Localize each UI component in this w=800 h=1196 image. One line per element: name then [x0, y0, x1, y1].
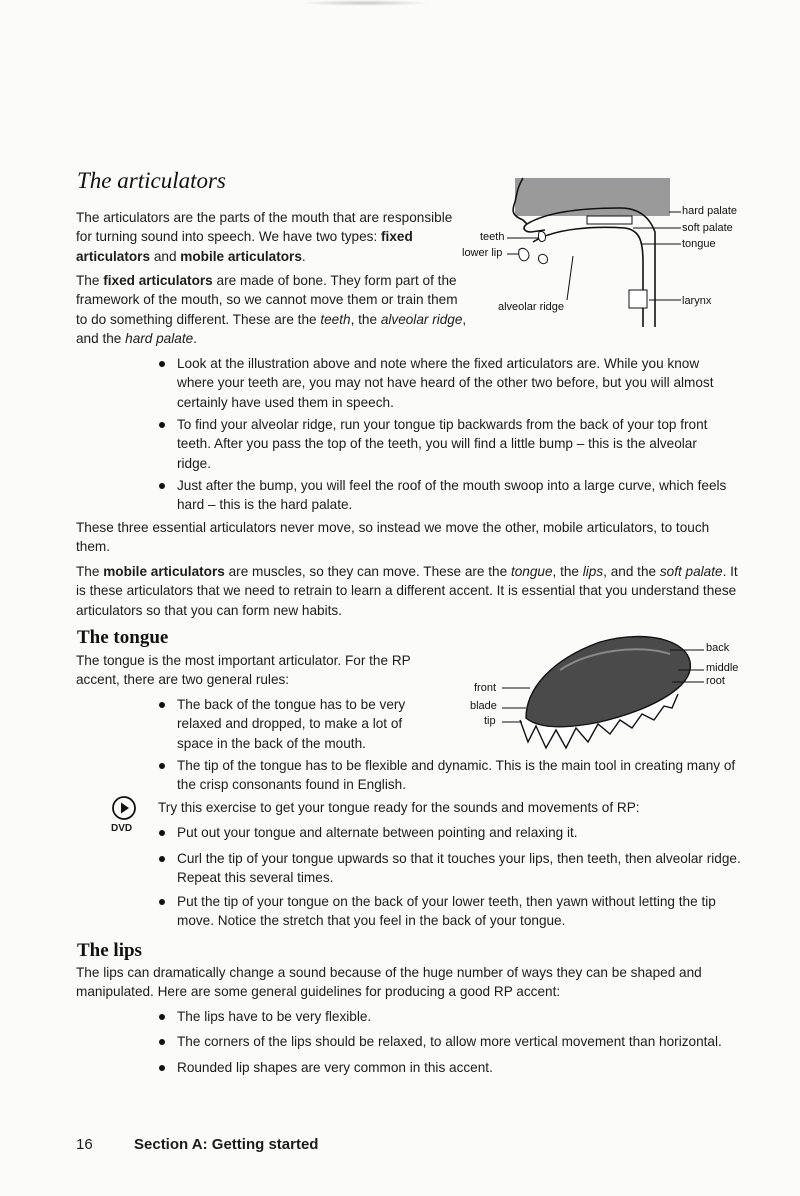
dvd-play-icon[interactable] — [111, 795, 137, 821]
label-blade: blade — [470, 700, 497, 712]
label-alveolar-ridge: alveolar ridge — [498, 301, 565, 313]
tongue-diagram — [500, 630, 710, 760]
heading-tongue: The tongue — [77, 627, 169, 648]
lips-bullet-3: Rounded lip shapes are very common in this accent. — [177, 1060, 493, 1075]
lower-teeth-shape — [539, 254, 548, 263]
label-front: front — [474, 682, 497, 694]
label-soft-palate: soft palate — [682, 222, 733, 234]
soft-palate-shape — [587, 216, 632, 224]
label-tip: tip — [484, 715, 496, 727]
tongue-intro: The tongue is the most important articulator. For the RP accent, there are two general rules: — [76, 653, 411, 688]
paragraph-three-articulators: These three essential articulators never move, so instead we move the other, mobile articulators, to touch them. — [76, 520, 710, 555]
bullet-dot — [159, 361, 165, 367]
lips-bullet-2: The corners of the lips should be relaxed, to allow more vertical movement than horizontal. — [177, 1034, 722, 1049]
intro-paragraph-2: The fixed articulators are made of bone. They form part of the framework of the mouth, so we cannot move them or train them to do something different. These are the teeth, the alveolar ridge, and the hard palate. — [76, 273, 467, 346]
bullet-dot — [159, 763, 165, 769]
alveolar-ridge-leader — [567, 256, 573, 300]
lower-lip-shape — [519, 248, 529, 260]
label-larynx: larynx — [682, 295, 712, 307]
larynx-shape — [629, 290, 647, 308]
bullet-dot — [159, 1039, 165, 1045]
label-tongue: tongue — [682, 238, 716, 250]
bullet-dot — [159, 1014, 165, 1020]
bullet-dot — [159, 483, 165, 489]
label-root: root — [706, 675, 725, 687]
bullet-dot — [159, 856, 165, 862]
head-shading — [515, 178, 670, 216]
fixed-bullet-3: Just after the bump, you will feel the roof of the mouth swoop into a large curve, which feels hard – this is the hard palate. — [177, 478, 727, 513]
page-number: 16 — [76, 1136, 93, 1153]
exercise-bullet-2: Curl the tip of your tongue upwards so that it touches your lips, then teeth, then alveolar ridge. Repeat this several times. — [177, 851, 741, 886]
dvd-label: DVD — [111, 823, 133, 834]
label-back: back — [706, 642, 730, 654]
exercise-bullet-1: Put out your tongue and alternate between pointing and relaxing it. — [177, 825, 578, 840]
section-footer: Section A: Getting started — [134, 1136, 319, 1153]
upper-teeth-shape — [538, 231, 545, 241]
exercise-intro: Try this exercise to get your tongue ready for the sounds and movements of RP: — [158, 800, 640, 815]
bullet-dot — [159, 830, 165, 836]
tongue-bullet-1: The back of the tongue has to be very relaxed and dropped, to make a lot of space in the back of the mouth. — [177, 697, 406, 751]
exercise-bullet-3: Put the tip of your tongue on the back of your lower teeth, then yawn without letting the tip move. Notice the stretch that you feel in the back of your tongue. — [177, 894, 716, 929]
bullet-dot — [159, 899, 165, 905]
lips-bullet-1: The lips have to be very flexible. — [177, 1009, 372, 1024]
bullet-dot — [159, 702, 165, 708]
bullet-dot — [159, 422, 165, 428]
label-lower-lip: lower lip — [462, 247, 503, 259]
label-middle: middle — [706, 662, 739, 674]
paragraph-mobile-articulators: The mobile articulators are muscles, so they can move. These are the tongue, the lips, and the soft palate. It is these articulators that we need to retrain to learn a different accent. It is essential that you understand these articulators so that you can form new habits. — [76, 564, 738, 618]
tongue-bullet-2: The tip of the tongue has to be flexible and dynamic. This is the main tool in creating many of the crisp consonants found in English. — [177, 758, 736, 793]
fixed-bullet-2: To find your alveolar ridge, run your tongue tip backwards from the back of your top front teeth. After you pass the top of the teeth, you will find a little bump – this is the alveolar ridge. — [177, 417, 708, 471]
lips-intro: The lips can dramatically change a sound because of the huge number of ways they can be shaped and manipulated. Here are some general guidelines for producing a good RP accent: — [76, 965, 702, 1000]
intro-paragraph-1: The articulators are the parts of the mouth that are responsible for turning sound into speech. We have two types: fixed articulators and mobile articulators. — [76, 210, 453, 264]
tongue-body — [526, 637, 690, 727]
bullet-dot — [159, 1065, 165, 1071]
page-title: The articulators — [77, 168, 226, 193]
fixed-bullet-1: Look at the illustration above and note where the fixed articulators are. While you know where your teeth are, you may not have heard of the other two before, but you will almost certainly have used them in speech. — [177, 356, 714, 410]
label-teeth: teeth — [480, 231, 505, 243]
label-hard-palate: hard palate — [682, 205, 738, 217]
heading-lips: The lips — [77, 940, 142, 961]
